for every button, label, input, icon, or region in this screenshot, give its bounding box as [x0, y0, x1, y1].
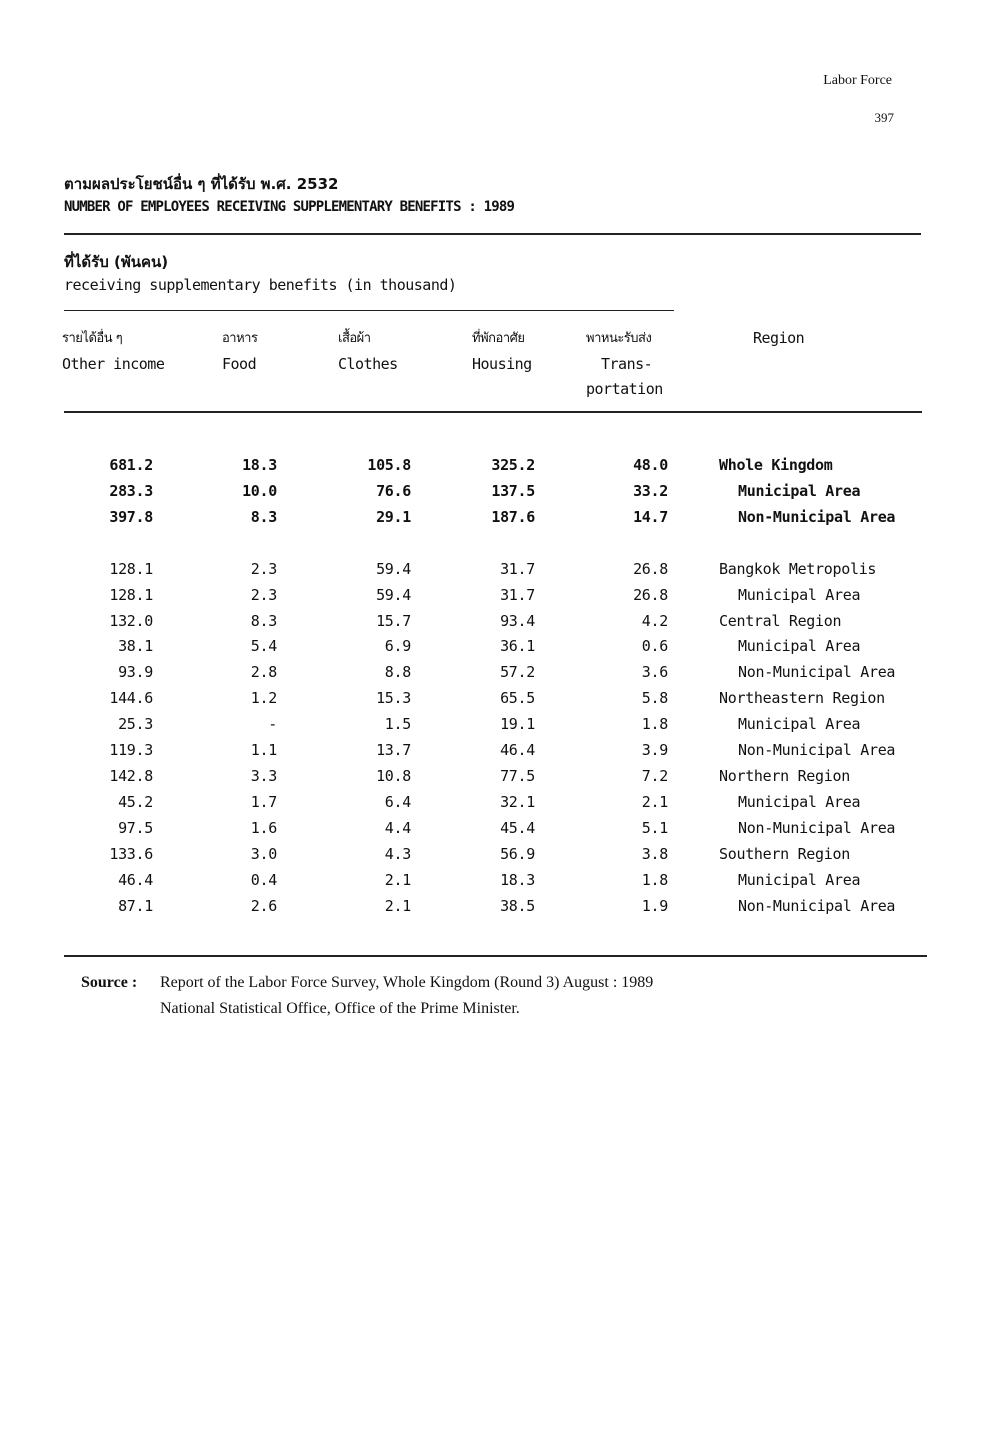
cell-clothes: 13.7	[376, 741, 411, 759]
cell-region: Non-Municipal Area	[738, 819, 896, 837]
cell-transport: 48.0	[633, 456, 668, 474]
cell-region: Non-Municipal Area	[738, 897, 896, 915]
table-title-thai: ตามผลประโยชน์อื่น ๆ ที่ได้รับ พ.ศ. 2532	[64, 175, 339, 193]
column-header-thai: เสื้อผ้า	[338, 331, 371, 346]
cell-food: 1.2	[250, 689, 277, 707]
source-label: Source :	[81, 974, 138, 991]
cell-clothes: 6.4	[384, 793, 411, 811]
table-row	[0, 689, 990, 715]
cell-other: 25.3	[118, 715, 153, 733]
table-row	[0, 767, 990, 793]
cell-food: 1.7	[250, 793, 277, 811]
cell-food: 10.0	[242, 482, 277, 500]
cell-food: 3.0	[250, 845, 277, 863]
cell-housing: 187.6	[491, 508, 535, 526]
cell-housing: 31.7	[500, 586, 535, 604]
unit-label-english: receiving supplementary benefits (in thousand)	[64, 276, 457, 294]
cell-clothes: 105.8	[367, 456, 411, 474]
cell-region: Municipal Area	[738, 793, 861, 811]
cell-other: 133.6	[109, 845, 153, 863]
page-number: 397	[874, 110, 894, 125]
cell-housing: 46.4	[500, 741, 535, 759]
cell-region: Municipal Area	[738, 482, 861, 500]
cell-food: 1.6	[250, 819, 277, 837]
cell-transport: 3.8	[641, 845, 668, 863]
cell-transport: 3.9	[641, 741, 668, 759]
cell-other: 119.3	[109, 741, 153, 759]
cell-food: 8.3	[250, 612, 277, 630]
cell-clothes: 4.4	[384, 819, 411, 837]
cell-clothes: 2.1	[384, 897, 411, 915]
source-citation: Report of the Labor Force Survey, Whole Kingdom (Round 3) August : 1989	[160, 974, 654, 991]
column-header-thai: รายได้อื่น ๆ	[62, 331, 123, 346]
cell-other: 38.1	[118, 637, 153, 655]
top-rule	[64, 233, 921, 235]
cell-food: 8.3	[250, 508, 277, 526]
source-publisher: National Statistical Office, Office of the Prime Minister.	[160, 1000, 520, 1017]
cell-clothes: 4.3	[384, 845, 411, 863]
cell-other: 144.6	[109, 689, 153, 707]
cell-housing: 31.7	[500, 560, 535, 578]
table-row	[0, 637, 990, 663]
cell-region: Northeastern Region	[719, 689, 885, 707]
cell-housing: 56.9	[500, 845, 535, 863]
cell-transport: 4.2	[641, 612, 668, 630]
cell-food: 1.1	[250, 741, 277, 759]
table-row	[0, 560, 990, 586]
cell-housing: 137.5	[491, 482, 535, 500]
running-head: Labor Force	[823, 73, 892, 88]
cell-region: Municipal Area	[738, 586, 861, 604]
column-header-thai: อาหาร	[222, 331, 258, 346]
table-row	[0, 586, 990, 612]
cell-housing: 93.4	[500, 612, 535, 630]
cell-other: 46.4	[118, 871, 153, 889]
column-header-clothes	[338, 326, 398, 377]
cell-transport: 33.2	[633, 482, 668, 500]
spanner-rule	[64, 310, 674, 311]
cell-region: Municipal Area	[738, 637, 861, 655]
cell-other: 681.2	[109, 456, 153, 474]
cell-transport: 5.1	[641, 819, 668, 837]
column-header-region	[753, 326, 804, 352]
cell-housing: 57.2	[500, 663, 535, 681]
column-header-other-income	[62, 326, 164, 377]
cell-other: 93.9	[118, 663, 153, 681]
cell-transport: 26.8	[633, 586, 668, 604]
cell-transport: 2.1	[641, 793, 668, 811]
cell-region: Southern Region	[719, 845, 850, 863]
cell-housing: 18.3	[500, 871, 535, 889]
cell-region: Whole Kingdom	[719, 456, 833, 474]
cell-food: 3.3	[250, 767, 277, 785]
cell-clothes: 59.4	[376, 586, 411, 604]
cell-transport: 1.8	[641, 871, 668, 889]
table-row	[0, 845, 990, 871]
column-header-transportation	[586, 326, 663, 403]
cell-housing: 65.5	[500, 689, 535, 707]
cell-transport: 1.8	[641, 715, 668, 733]
cell-housing: 77.5	[500, 767, 535, 785]
column-header-thai: พาหนะรับส่ง	[586, 331, 652, 346]
cell-food: 2.3	[250, 560, 277, 578]
bottom-rule	[64, 955, 927, 957]
cell-other: 128.1	[109, 586, 153, 604]
cell-other: 97.5	[118, 819, 153, 837]
cell-transport: 14.7	[633, 508, 668, 526]
column-header-food	[222, 326, 257, 377]
cell-clothes: 29.1	[376, 508, 411, 526]
cell-other: 45.2	[118, 793, 153, 811]
cell-housing: 45.4	[500, 819, 535, 837]
cell-clothes: 59.4	[376, 560, 411, 578]
table-row	[0, 897, 990, 923]
cell-region: Central Region	[719, 612, 842, 630]
cell-clothes: 6.9	[384, 637, 411, 655]
cell-region: Municipal Area	[738, 871, 861, 889]
table-row	[0, 482, 990, 508]
table-row	[0, 871, 990, 897]
cell-other: 283.3	[109, 482, 153, 500]
cell-transport: 0.6	[641, 637, 668, 655]
cell-region: Non-Municipal Area	[738, 663, 896, 681]
cell-food: 2.6	[250, 897, 277, 915]
cell-region: Northern Region	[719, 767, 850, 785]
cell-other: 132.0	[109, 612, 153, 630]
cell-transport: 1.9	[641, 897, 668, 915]
column-header-english: Trans-	[601, 354, 653, 373]
cell-clothes: 10.8	[376, 767, 411, 785]
cell-clothes: 15.7	[376, 612, 411, 630]
table-row	[0, 741, 990, 767]
column-header-english: Other income	[62, 354, 165, 373]
cell-clothes: 1.5	[384, 715, 411, 733]
cell-food: -	[268, 715, 277, 733]
cell-housing: 325.2	[491, 456, 535, 474]
cell-food: 18.3	[242, 456, 277, 474]
cell-food: 2.8	[250, 663, 277, 681]
column-header-english: Clothes	[338, 354, 398, 373]
column-header-thai: ที่พักอาศัย	[472, 331, 525, 346]
column-header-english: Region	[753, 329, 805, 347]
cell-housing: 38.5	[500, 897, 535, 915]
table-row	[0, 456, 990, 482]
cell-food: 5.4	[250, 637, 277, 655]
table-row	[0, 793, 990, 819]
cell-other: 142.8	[109, 767, 153, 785]
cell-other: 128.1	[109, 560, 153, 578]
cell-other: 87.1	[118, 897, 153, 915]
table-row	[0, 508, 990, 534]
cell-region: Non-Municipal Area	[738, 741, 896, 759]
table-row	[0, 663, 990, 689]
column-header-english: Food	[222, 354, 257, 373]
cell-region: Non-Municipal Area	[738, 508, 896, 526]
table-title-english: NUMBER OF EMPLOYEES RECEIVING SUPPLEMENTARY BENEFITS : 1989	[64, 199, 515, 215]
column-header-housing	[472, 326, 532, 377]
cell-housing: 32.1	[500, 793, 535, 811]
cell-clothes: 8.8	[384, 663, 411, 681]
cell-other: 397.8	[109, 508, 153, 526]
cell-clothes: 76.6	[376, 482, 411, 500]
cell-food: 2.3	[250, 586, 277, 604]
column-header-english-line2: portation	[586, 380, 663, 398]
cell-region: Bangkok Metropolis	[719, 560, 877, 578]
cell-transport: 5.8	[641, 689, 668, 707]
column-header-english: Housing	[472, 354, 532, 373]
cell-transport: 26.8	[633, 560, 668, 578]
cell-housing: 19.1	[500, 715, 535, 733]
table-row	[0, 819, 990, 845]
cell-clothes: 2.1	[384, 871, 411, 889]
unit-label-thai: ที่ได้รับ (พันคน)	[64, 253, 169, 271]
cell-food: 0.4	[250, 871, 277, 889]
cell-region: Municipal Area	[738, 715, 861, 733]
header-rule	[64, 411, 922, 413]
cell-clothes: 15.3	[376, 689, 411, 707]
cell-transport: 3.6	[641, 663, 668, 681]
cell-housing: 36.1	[500, 637, 535, 655]
table-row	[0, 612, 990, 638]
table-row	[0, 715, 990, 741]
cell-transport: 7.2	[641, 767, 668, 785]
